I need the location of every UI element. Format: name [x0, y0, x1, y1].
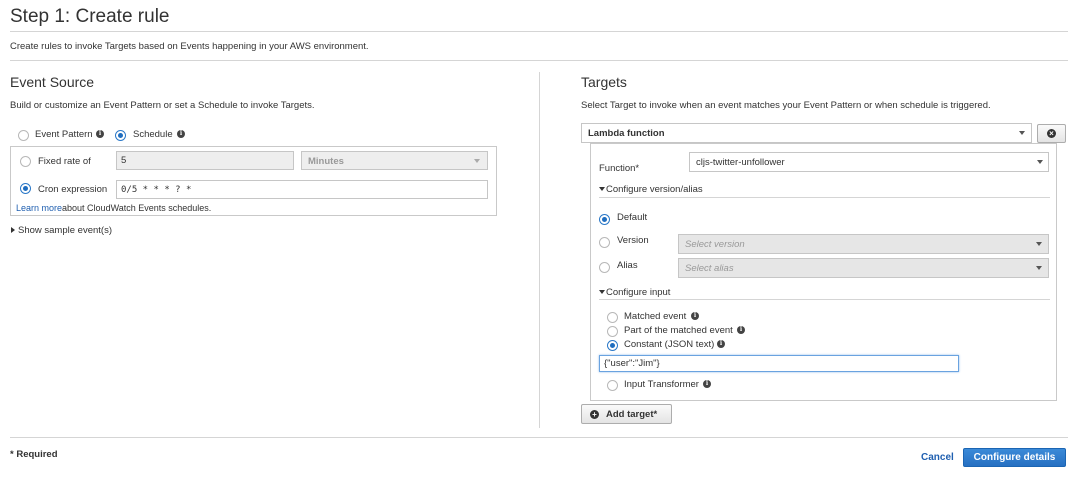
- function-value: cljs-twitter-unfollower: [696, 157, 785, 168]
- configure-details-button[interactable]: Configure details: [963, 448, 1066, 467]
- page-description: Create rules to invoke Targets based on Events happening in your AWS environment.: [10, 41, 369, 52]
- matched-event-info-icon[interactable]: i: [691, 312, 699, 320]
- chevron-down-icon: [1036, 242, 1042, 246]
- plus-icon: +: [590, 410, 599, 419]
- input-transformer-radio[interactable]: [607, 380, 618, 391]
- input-transformer-label: Input Transformer: [624, 379, 699, 390]
- target-type-select[interactable]: [581, 123, 1032, 143]
- part-of-matched-event-label: Part of the matched event: [624, 325, 733, 336]
- chevron-down-icon: [1019, 131, 1025, 135]
- version-label: Version: [617, 235, 649, 246]
- cron-radio[interactable]: [20, 183, 31, 194]
- footer-divider: [10, 437, 1068, 438]
- collapse-icon: [599, 290, 605, 294]
- schedule-radio[interactable]: [115, 130, 126, 141]
- function-select[interactable]: [689, 152, 1049, 172]
- chevron-down-icon: [474, 159, 480, 163]
- configure-version-toggle[interactable]: Configure version/alias: [606, 184, 703, 195]
- part-of-matched-event-radio[interactable]: [607, 326, 618, 337]
- add-target-button[interactable]: [581, 404, 672, 424]
- event-source-title: Event Source: [10, 74, 95, 90]
- remove-target-button[interactable]: [1037, 124, 1066, 143]
- event-pattern-label: Event Pattern: [35, 129, 93, 140]
- learn-more-link[interactable]: Learn more: [16, 203, 63, 213]
- schedule-info-icon[interactable]: i: [177, 130, 185, 138]
- learn-more-text: [16, 203, 211, 213]
- close-icon: ×: [1047, 129, 1056, 138]
- matched-event-label: Matched event: [624, 311, 687, 322]
- alias-placeholder: Select alias: [685, 263, 734, 274]
- event-pattern-radio[interactable]: [18, 130, 29, 141]
- fixed-rate-unit-select[interactable]: [301, 151, 488, 170]
- event-source-description: Build or customize an Event Pattern or set a Schedule to invoke Targets.: [10, 100, 315, 111]
- expand-icon: [11, 227, 15, 233]
- targets-title: Targets: [581, 74, 627, 90]
- default-version-radio[interactable]: [599, 214, 610, 225]
- part-of-matched-event-info-icon[interactable]: i: [737, 326, 745, 334]
- alias-label: Alias: [617, 260, 638, 271]
- version-select[interactable]: [678, 234, 1049, 254]
- matched-event-radio[interactable]: [607, 312, 618, 323]
- learn-more-suffix: about CloudWatch Events schedules.: [62, 203, 212, 213]
- schedule-label: Schedule: [133, 129, 173, 140]
- alias-radio[interactable]: [599, 262, 610, 273]
- version-radio[interactable]: [599, 237, 610, 248]
- collapse-icon: [599, 187, 605, 191]
- chevron-down-icon: [1037, 160, 1043, 164]
- cron-expression-input[interactable]: 0/5 * * * ? *: [116, 180, 488, 199]
- function-label: Function*: [599, 163, 640, 174]
- cron-label: Cron expression: [38, 184, 108, 195]
- version-placeholder: Select version: [685, 239, 745, 250]
- show-sample-events-toggle[interactable]: Show sample event(s): [18, 225, 112, 236]
- constant-json-info-icon[interactable]: i: [717, 340, 725, 348]
- input-divider: [599, 299, 1050, 300]
- constant-json-radio[interactable]: [607, 340, 618, 351]
- required-note: * Required: [10, 449, 58, 460]
- fixed-rate-input[interactable]: 5: [116, 151, 294, 170]
- event-pattern-info-icon[interactable]: i: [96, 130, 104, 138]
- default-version-label: Default: [617, 212, 648, 223]
- header-divider: [10, 31, 1068, 32]
- constant-json-label: Constant (JSON text): [624, 339, 715, 350]
- constant-json-input[interactable]: {"user":"Jim"}: [599, 355, 959, 372]
- input-transformer-info-icon[interactable]: i: [703, 380, 711, 388]
- fixed-rate-label: Fixed rate of: [38, 156, 91, 167]
- configure-input-toggle[interactable]: Configure input: [606, 287, 671, 298]
- fixed-rate-unit-value: Minutes: [308, 156, 344, 167]
- fixed-rate-radio[interactable]: [20, 156, 31, 167]
- target-type-value: Lambda function: [588, 128, 665, 139]
- column-divider: [539, 72, 540, 428]
- chevron-down-icon: [1036, 266, 1042, 270]
- add-target-label: Add target*: [606, 409, 658, 420]
- page-title: Step 1: Create rule: [10, 6, 170, 27]
- targets-description: Select Target to invoke when an event matches your Event Pattern or when schedule is triggered.: [581, 100, 991, 111]
- alias-select[interactable]: [678, 258, 1049, 278]
- cancel-button[interactable]: Cancel: [921, 452, 954, 463]
- description-divider: [10, 60, 1068, 61]
- version-divider: [599, 197, 1050, 198]
